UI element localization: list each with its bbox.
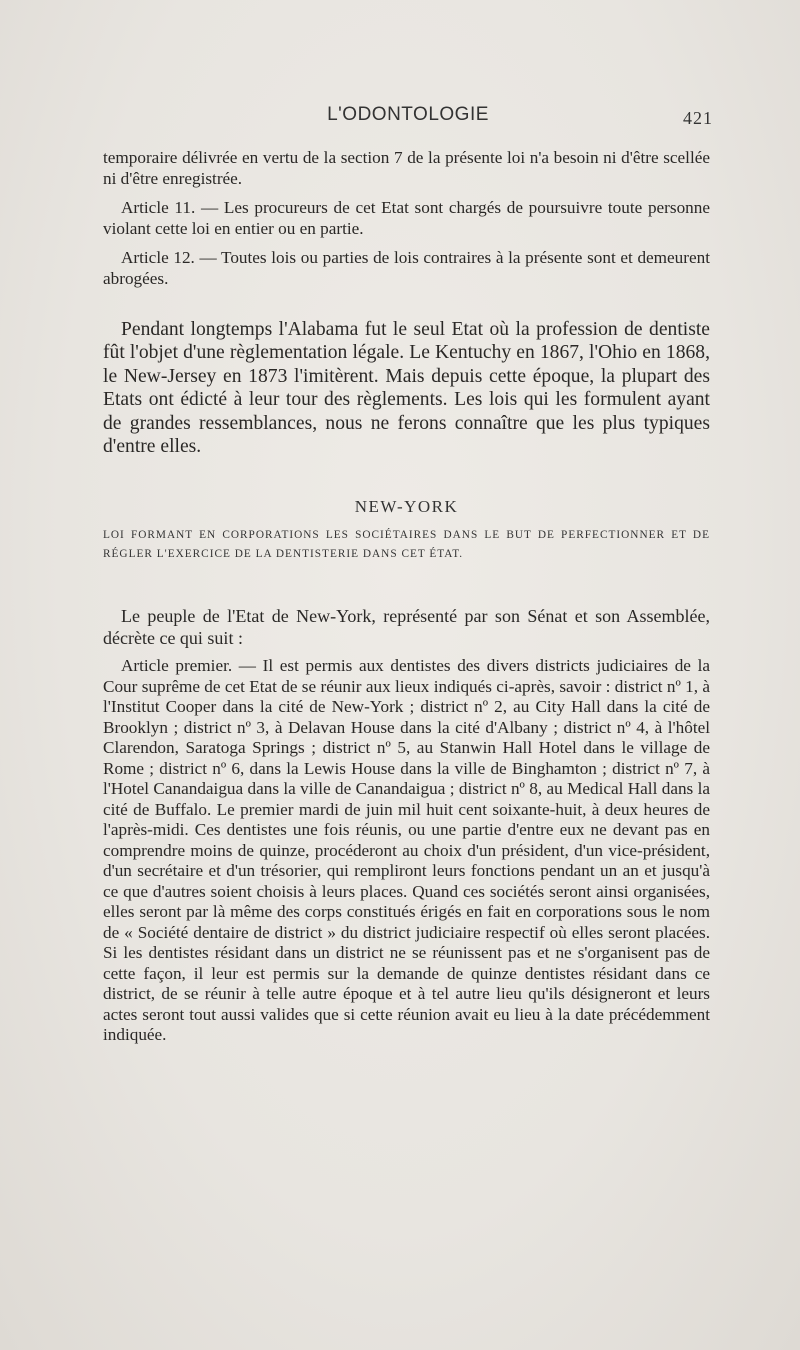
article-premier-paragraph: Article premier. — Il est permis aux dentistes des divers districts judiciaires de la Cour suprême de cet Etat de se réunir aux lieux indiqués ci-après, savoir : district nº 1, à l'Institut Cooper dans la cité de New-York ; district nº 2, au City Hall dans la cité de Brooklyn ; district nº 3, à Delavan House dans la cité d'Albany ; district nº 4, à l'hôtel Clarendon, Saratoga Springs ; district nº 5, au Stanwin Hall Hotel dans le village de Rome ; district nº 6, dans la Lewis House dans la ville de Binghamton ; district nº 7, à l'Hotel Canandaigua dans la ville de Canandaigua ; district nº 8, au Medical Hall dans la cité de Buffalo. Le premier mardi de juin mil huit cent soixante-huit, à deux heures de l'après-midi. Ces dentistes une fois réunis, ou une partie d'entre eux ne devant pas en comprendre moins de quinze, procéderont au choix d'un président, d'un vice-président, d'un secrétaire et d'un trésorier, qui rempliront leurs fonctions pendant un an et jusqu'à ce que d'autres soient choisis à leurs places. Quand ces sociétés seront ainsi organisées, elles seront par là même des corps constitués érigés en fait en corporations sous le nom de « Société dentaire de district » du district judiciaire respectif où elles seront placées. Si les dentistes résidant dans un district ne se réunissent pas et ne s'organisent pas de cette façon, il leur est permis sur la demande de quinze dentistes résidant dans ce district, de se réunir à telle autre époque et à tel autre lieu qu'ils désigneront et leurs actes seront tout aussi valides que si cette réunion avait eu lieu à la date précédemment indiquée. [103,656,710,1044]
running-title: L'ODONTOLOGIE [327,104,489,125]
section-subtitle: LOI FORMANT EN CORPORATIONS LES SOCIÉTAIRES DANS LE BUT DE PERFECTIONNER ET DE RÉGLER L'EXERCICE DE LA DENTISTERIE DANS CET ÉTAT. [103,529,710,560]
continued-paragraph: temporaire délivrée en vertu de la section 7 de la présente loi n'a besoin ni d'être scellée ni d'être enregistrée. [103,148,710,188]
page-header [103,104,713,134]
section-heading: NEW-YORK [354,497,459,516]
article-12-paragraph: Article 12. — Toutes lois ou parties de lois contraires à la présente sont et demeurent abrogées. [103,248,710,288]
intro-paragraph: Pendant longtemps l'Alabama fut le seul Etat où la profession de dentiste fût l'objet d'une règlementation légale. Le Kentuchy en 1867, l'Ohio en 1868, le New-Jersey en 1873 l'imitèrent. Mais depuis cette époque, la plupart des Etats ont édicté à leur tour des règlements. Les lois qui les formulent ayant de grandes ressemblances, nous ne ferons connaître que les plus typiques d'entre elles. [103,319,710,458]
article-11-paragraph: Article 11. — Les procureurs de cet Etat sont chargés de poursuivre toute personne violant cette loi en entier ou en partie. [103,198,710,238]
preamble-paragraph: Le peuple de l'Etat de New-York, représenté par son Sénat et son Assemblée, décrète ce qui suit : [103,606,710,648]
page-number: 421 [683,108,713,128]
top-section [103,148,710,289]
